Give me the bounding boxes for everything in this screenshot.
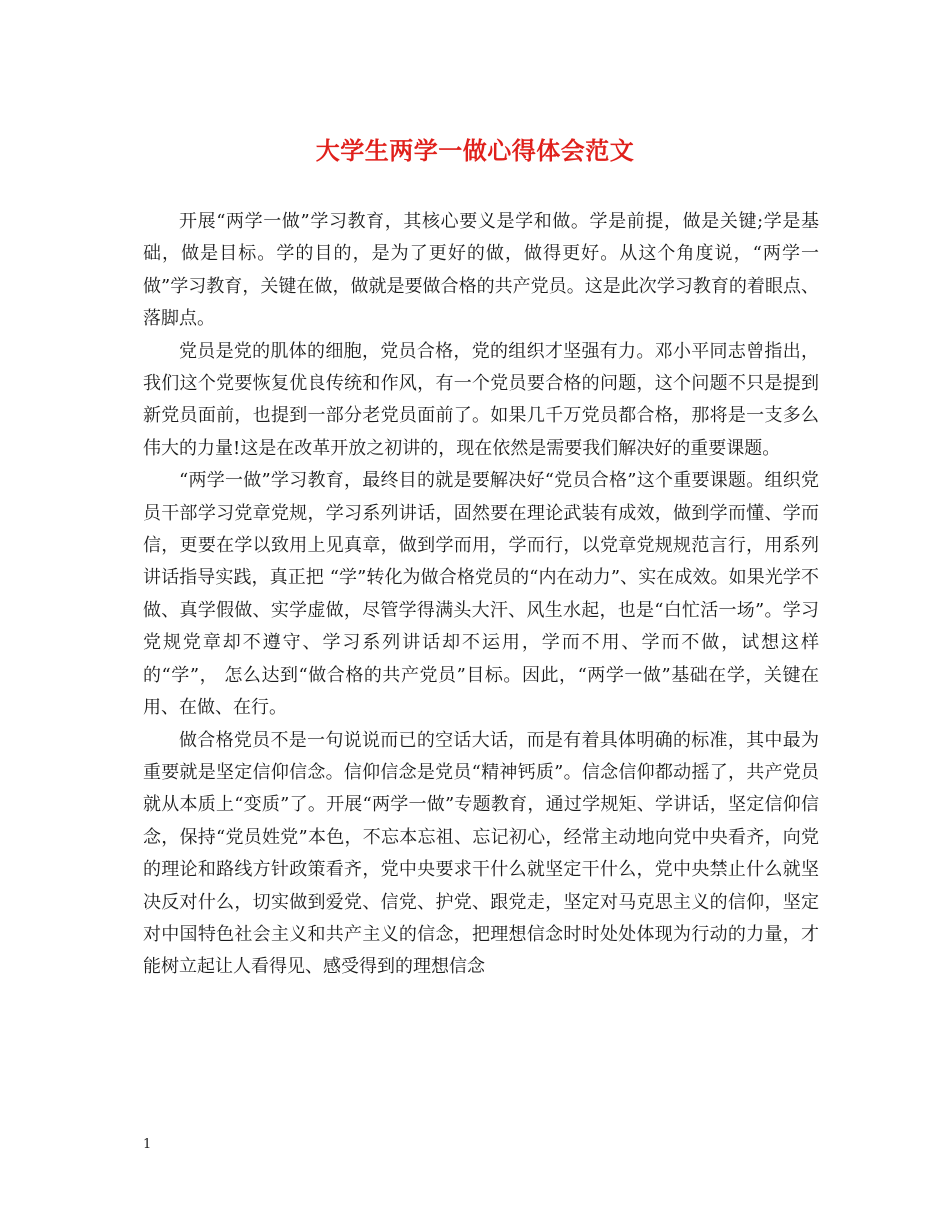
document-body bbox=[143, 206, 819, 984]
paragraph: 党员是党的肌体的细胞，党员合格，党的组织才坚强有力。邓小平同志曾指出，我们这个党要恢复优良传统和作风，有一个党员要合格的问题，这个问题不只是提到新党员面前，也提到一部分老党员面前了。如果几千万党员都合格，那将是一支多么伟大的力量!这是在改革开放之初讲的，现在依然是需要我们解决好的重要课题。 bbox=[143, 340, 819, 459]
paragraph: 开展“两学一做”学习教育，其核心要义是学和做。学是前提，做是关键;学是基础，做是目标。学的目的，是为了更好的做，做得更好。从这个角度说，“两学一做”学习教育，关键在做，做就是要做合格的共产党员。这是此次学习教育的着眼点、落脚点。 bbox=[143, 211, 819, 330]
paragraph: 做合格党员不是一句说说而已的空话大话，而是有着具体明确的标准，其中最为重要就是坚定信仰信念。信仰信念是党员“精神钙质”。信念信仰都动摇了，共产党员就从本质上“变质”了。开展“两学一做”专题教育，通过学规矩、学讲话，坚定信仰信念，保持“党员姓党”本色，不忘本忘祖、忘记初心，经常主动地向党中央看齐，向党的理论和路线方针政策看齐，党中央要求干什么就坚定干什么，党中央禁止什么就坚决反对什么，切实做到爱党、信党、护党、跟党走，坚定对马克思主义的信仰，坚定对中国特色社会主义和共产主义的信念，把理想信念时时处处体现为行动的力量，才能树立起让人看得见、感受得到的理想信念 bbox=[143, 729, 819, 978]
document-title: 大学生两学一做心得体会范文 bbox=[315, 136, 635, 165]
paragraph: “两学一做”学习教育，最终目的就是要解决好“党员合格”这个重要课题。组织党员干部学习党章党规，学习系列讲话，固然要在理论武装有成效，做到学而懂、学而信，更要在学以致用上见真章，做到学而用，学而行，以党章党规规范言行，用系列讲话指导实践，真正把 “学”转化为做合格党员的“内在动力”、实在成效。如果光学不做、真学假做、实学虚做，尽管学得满头大汗、风生水起，也是“白忙活一场”。学习党规党章却不遵守、学习系列讲话却不运用，学而不用、学而不做，试想这样的“学”， 怎么达到“做合格的共产党员”目标。因此，“两学一做”基础在学，关键在用、在做、在行。 bbox=[143, 470, 819, 719]
page-number: 1 bbox=[143, 1137, 152, 1152]
